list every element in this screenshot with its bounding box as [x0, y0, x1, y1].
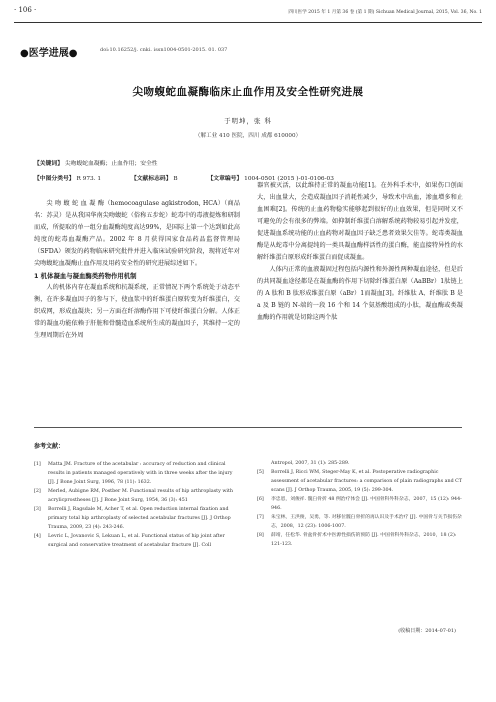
section-heading: 1 机体凝血与凝血酶类药物作用机制: [34, 272, 137, 280]
reference-item: Antropol, 2007, 31 (1): 285-289.: [271, 461, 350, 466]
paragraph: 器官被灭活，以此维持正常的凝血功能[1]。在外科手术中，如果伤口创面大，出血量大，会造成凝血因子消耗性减少，导致术中出血，渗血增多和止血困难[2]。传统的止血药物稳实能够起到很好的止血效果，但是同时又不可避免的会有很多的弊端。如抑制纤维蛋白溶解系统药物较易引起并发症，促进凝血系统功能的止血药物对凝血因子缺乏患者效果欠佳等。蛇毒类凝血酶是从蛇毒中分离提纯的一类具凝血酶样活性的蛋白酶，能直接特异性的水解纤维蛋白原形成纤维蛋白而促成凝血。: [257, 182, 463, 261]
references-divider: [34, 427, 462, 428]
references-right: [257, 459, 463, 549]
keywords-line: [34, 158, 158, 167]
reference-item: [7] 朱宝林，王洪俊，吴勇，等. 对移位髋臼骨折的再认识及手术治疗 [J]. 中国骨与关节损伤杂志，2008，12 (23): 1006-1007.: [257, 515, 462, 529]
received-date: (收稿日期：2014-07-01): [398, 628, 456, 634]
keywords: 尖吻蝮蛇血凝酶；止血作用；安全性: [64, 161, 158, 167]
article-no-label: 【文章编号】: [207, 176, 243, 182]
authors: 于明坤，张 科: [223, 117, 273, 125]
page-number: · 106 ·: [14, 6, 37, 14]
cls-value: R 973. 1: [76, 176, 102, 182]
reference-item: [2] Merled, Aubigne RM, Postber M. Functional results of hip arthroplasty with acrylicprostheses [J]. J Bone Joint Surg, 1954, 36 (3): 451: [34, 489, 233, 503]
body-left-column: [34, 198, 240, 342]
article-title: 尖吻蝮蛇血凝酶临床止血作用及安全性研究进展: [132, 86, 364, 98]
paragraph: 人体内正常的血液凝固过程包括内源性和外源性两种凝血途径，但是后的共同凝血途径都是在凝血酶的作用下切除纤维蛋白原（AaBBr）1肽链上的 A 肽和 B 肽形成维蛋白原（aBr）1而凝血[3]。纤维肽 A、纤维肽 B 是 a 及 B 链的 N-端的一段 16 个和 14 个氨基酸组成的小肽，凝血酶或类凝血酶的作用就是切除这两个肽: [257, 266, 463, 321]
header-rule: [14, 22, 482, 23]
body-right-column: [257, 180, 463, 324]
article-no-value: 1004-0501 (2015 )-01-0106-03: [244, 176, 334, 182]
doi: doi:10.16252/j. cnki. issn1004-0501-2015. 01. 037: [100, 47, 228, 53]
doc-code-label: 【文献标志码】: [130, 176, 172, 182]
reference-item: [8] 薛靖，任松华. 骨盆骨折术中医源性损伤的预防 [J]. 中国骨科外科杂志，2010，18 (2): 121-123.: [257, 533, 457, 547]
paragraph: 尖 吻 蝮 蛇 血 凝 酶（hemocoagulase agkistrodon, HCA）（商品名：苏灵）是从我国华南尖吻蝮蛇（俗称五步蛇）蛇毒中的毒液提炼和研制而成，所提取的单一组分血凝酶纯度高达99%，是国际上第一个达到如此高纯度的蛇毒血凝酶产品。2002 年 8 月获得国家食品药品监督管理局（SFDA）颁发的药物临床研究批件并进入临床试验研究阶段，现将近年对尖吻蝮蛇血凝酶止血作用及用药安全性的研究进展综述如下。: [34, 200, 240, 267]
doc-code-value: B: [173, 176, 178, 182]
journal-header: 四川医学 2015 年 1 月第 36 卷 (第 1 期) Sichuan Medical Journal, 2015, Vol. 36, No. 1: [288, 10, 482, 15]
reference-item: [4] Levric L, Jovanovic S, Lekuan L, et al. Functional status of hip joint after surgical and conservative treatment of acetabular fracture [J]. Coll: [34, 534, 225, 548]
references-title: 参考文献：: [34, 443, 65, 450]
paragraph: 人的机体内存在凝血系统和抗凝系统，正常情况下两个系统处于动态平衡，在许多凝血因子的参与下，使血浆中的纤维蛋白原转变为纤维蛋白，交织成网，形成血凝块；另一方面在纤溶酶作用下可使纤维蛋白分解。人体正常的凝血功能依赖于肝脏和骨髓造血系统所生成的凝血因子，其维持一定的生理周期后在外周: [34, 284, 240, 339]
reference-item: [3] Borrelli J, Ragsdale M, Acher T, et al. Open reduction internal fixation and primary total hip arthroplasty of selected acetabular fractures [J]. J Orthop Trauma, 2009, 23 (4): 243-246.: [34, 507, 231, 530]
section-tag: ●医学进展●: [20, 48, 78, 59]
affiliation: （解工业 410 医院，四川 成都 610000）: [194, 133, 302, 139]
keywords-label: 【关键词】: [34, 161, 63, 167]
cls-label: 【中图分类号】: [34, 176, 75, 182]
references-left: [34, 460, 240, 550]
reference-item: [1] Matta JM. Fracture of the acetabular : accuracy of reduction and clinical results in patients managed operatively with in three weeks after the injury [J]. J Bone Joint Surg, 1996, 78 (11): 1632.: [34, 462, 233, 485]
reference-item: [5] Borrelli J, Ricci WM, Steger-May K, et al. Postoperative radiographic assessment of acetabular fractures: a comparison of plain radiographs and CT scans [J]. J Orthop Trauma, 2005, 19 (5): 299-304.: [257, 470, 463, 493]
reference-item: [6] 李忠恩，刘俊祥. 髋臼骨折 48 例治疗体会 [J]. 中国骨科外科杂志，2007，15 (12): 944-946.: [257, 497, 462, 511]
